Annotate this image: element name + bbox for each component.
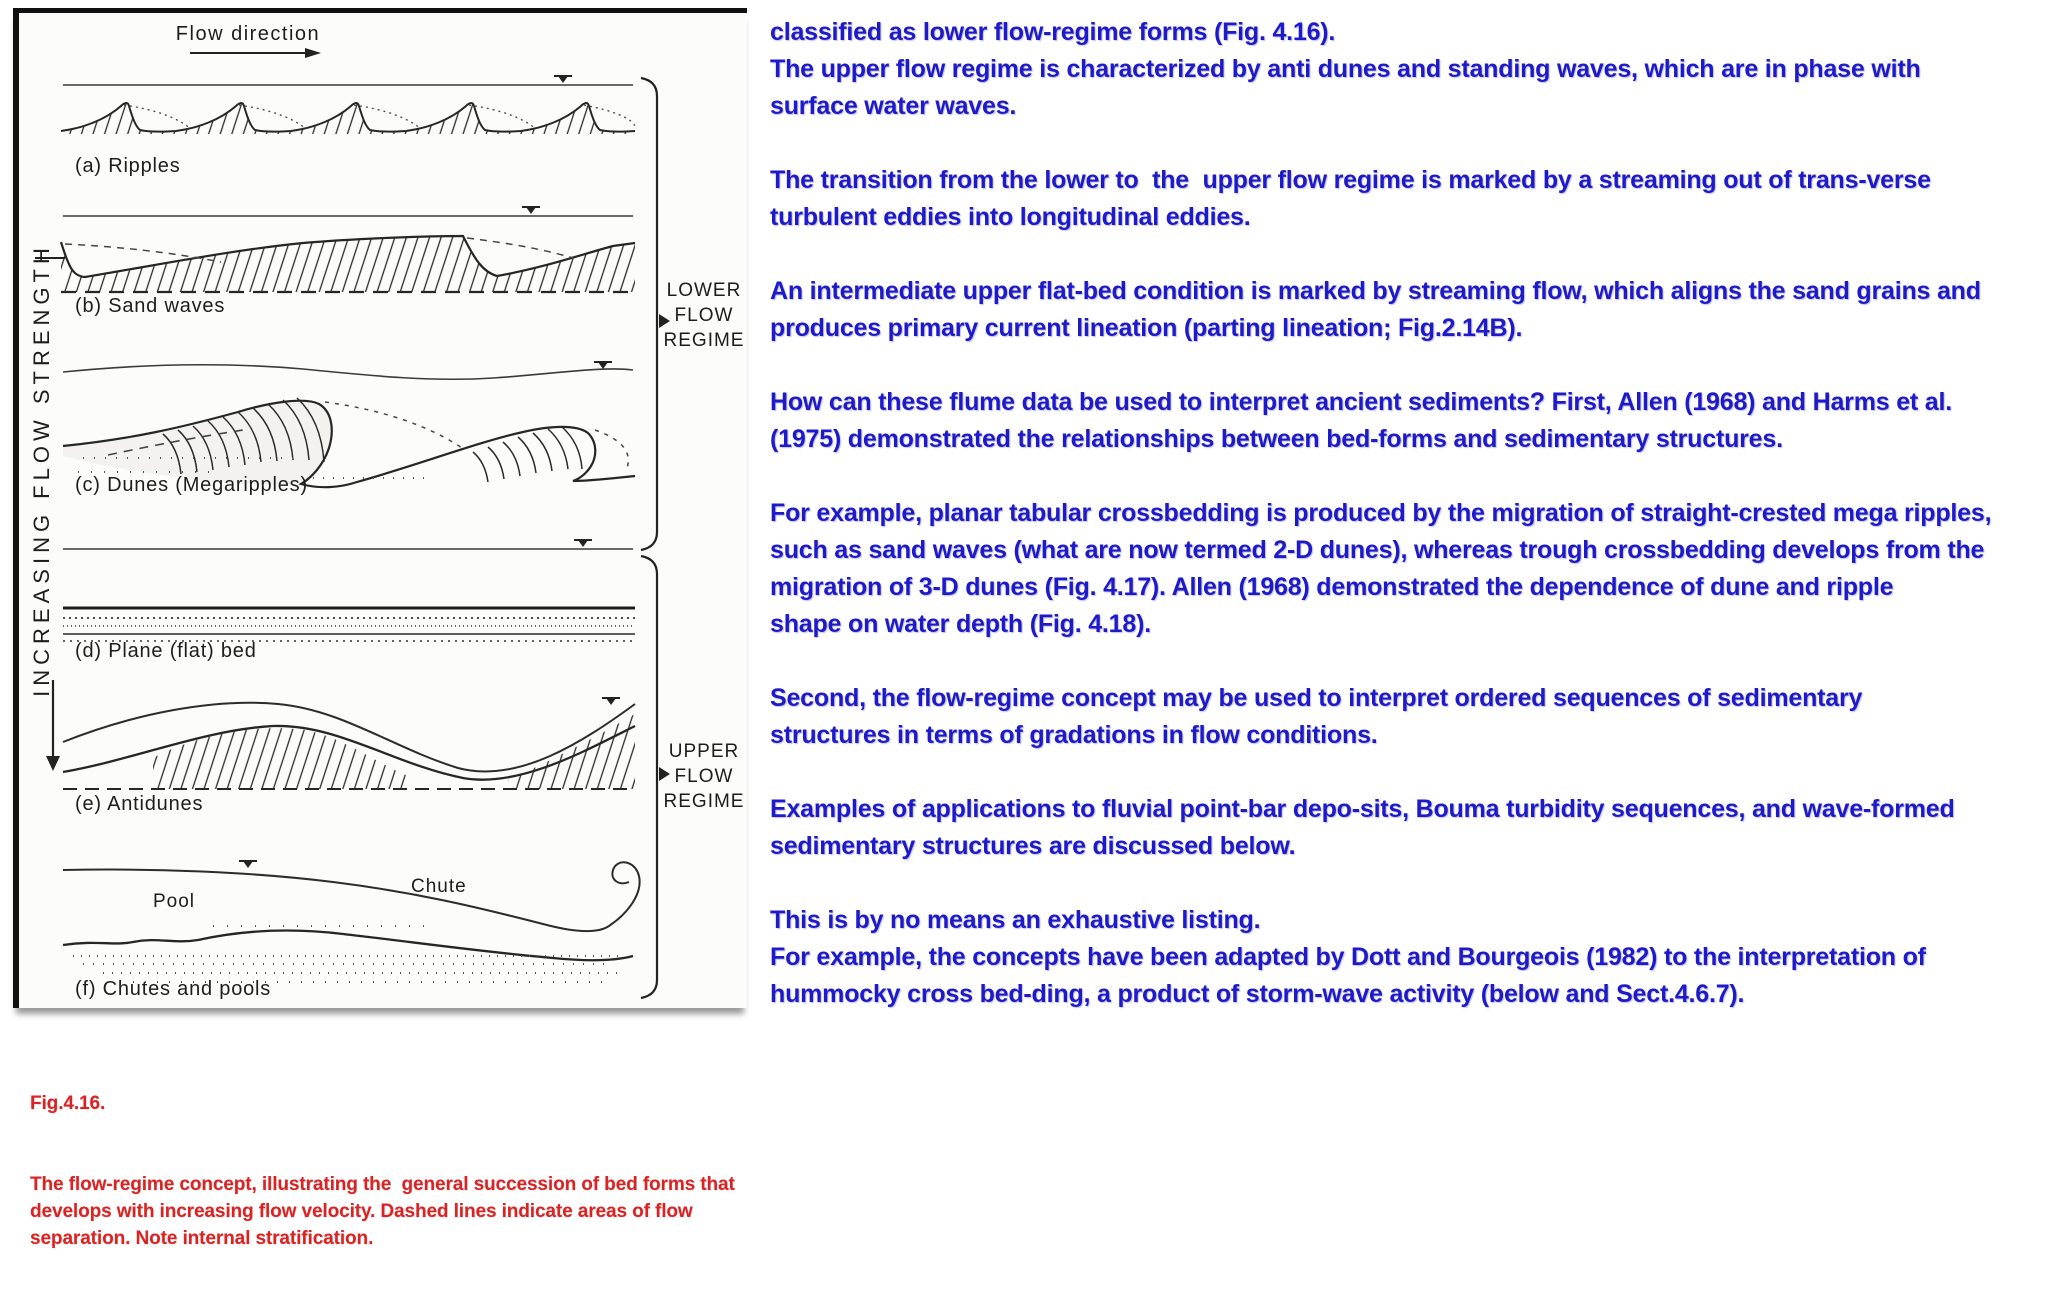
text-line: hummocky cross bed-ding, a product of storm-wave activity (below and Sect.4.6.7). [770,980,1745,1008]
paragraph [770,162,2048,236]
flow-direction-arrowhead [305,48,321,58]
lower-regime-line1: LOWER [666,280,742,301]
caption-line: The flow-regime concept, illustrating the general succession of bed forms that [30,1174,735,1195]
panel-c-label: (c) Dunes (Megaripples) [75,474,308,496]
paragraph [770,273,2048,347]
panel-e-antidunes [63,698,635,815]
chute-label: Chute [411,876,467,897]
caption-line: develops with increasing flow velocity. Dashed lines indicate areas of flow [30,1201,693,1222]
text-line: such as sand waves (what are now termed 2-D dunes), whereas trough crossbedding develops from the [770,536,1985,564]
panel-d-label: (d) Plane (flat) bed [75,640,257,662]
text-line: For example, the concepts have been adapted by Dott and Bourgeois (1982) to the interpretation of [770,943,1926,971]
caption-title: Fig.4.16. [30,1093,106,1114]
text-line: shape on water depth (Fig. 4.18). [770,610,1151,638]
text-line: surface water waves. [770,92,1017,120]
text-line: The transition from the lower to the upper flow regime is marked by a streaming out of trans-verse [770,166,1931,194]
flow-strength-arrowhead [46,756,60,771]
scan-top-border [13,8,747,13]
panel-a-label: (a) Ripples [75,155,181,177]
text-line: How can these flume data be used to interpret ancient sediments? First, Allen (1968) and Harms et al. [770,388,1952,416]
text-line: An intermediate upper flat-bed condition is marked by streaming flow, which aligns the sand grains and [770,277,1981,305]
lower-flow-regime-bracket [641,78,744,550]
text-line: Second, the flow-regime concept may be used to interpret ordered sequences of sedimentary [770,684,1863,712]
figure-panel [13,8,747,1008]
paragraph [770,495,2048,643]
pool-label: Pool [153,891,196,912]
paragraph [770,902,2048,1013]
text-line: This is by no means an exhaustive listing. [770,906,1261,934]
text-line: produces primary current lineation (parting lineation; Fig.2.14B). [770,314,1523,342]
paragraph [770,384,2048,458]
panel-b-label: (b) Sand waves [75,295,226,317]
panel-a-ripples [61,76,635,177]
lower-regime-line3: REGIME [663,330,745,351]
caption-line: separation. Note internal stratification. [30,1228,374,1249]
text-line: The upper flow regime is characterized by anti dunes and standing waves, which are in phase with [770,55,1921,83]
text-line: classified as lower flow-regime forms (Fig. 4.16). [770,18,1336,46]
text-line: sedimentary structures are discussed below. [770,832,1296,860]
panel-f-chutes-pools [63,861,640,1000]
flow-strength-axis-label: INCREASING FLOW STRENGTH [29,243,54,697]
text-line: Examples of applications to fluvial point-bar depo-sits, Bouma turbidity sequences, and wave-formed [770,795,1955,823]
panel-b-sand-waves [61,207,635,317]
caption-lines [30,1171,735,1252]
text-line: (1975) demonstrated the relationships between bed-forms and sedimentary structures. [770,425,1783,453]
upper-regime-line1: UPPER [668,741,740,762]
figure-caption [30,1036,735,1306]
upper-regime-line3: REGIME [663,791,745,812]
flow-regime-figure [13,8,747,1008]
paragraph [770,791,2048,865]
panel-f-label: (f) Chutes and pools [75,978,272,1000]
upper-regime-pointer [659,767,670,781]
text-line: structures in terms of gradations in flow conditions. [770,721,1378,749]
flow-direction-label: Flow direction [175,23,321,45]
panel-e-label: (e) Antidunes [75,793,204,815]
lower-regime-line2: FLOW [674,305,734,326]
flow-strength-axis [29,243,65,771]
upper-flow-regime-bracket [641,556,744,998]
text-line: migration of 3-D dunes (Fig. 4.17). Allen (1968) demonstrated the dependence of dune and ripple [770,573,1894,601]
panel-d-plane-bed [63,540,635,662]
text-line: turbulent eddies into longitudinal eddies. [770,203,1251,231]
lower-regime-pointer [659,314,670,328]
text-line: For example, planar tabular crossbedding is produced by the migration of straight-crested mega ripples, [770,499,1992,527]
upper-regime-line2: FLOW [674,766,734,787]
scan-left-border [13,8,19,1008]
panel-c-dunes [63,362,635,496]
paragraph [770,680,2048,754]
main-text [770,14,2048,1050]
paragraph [770,14,2048,125]
